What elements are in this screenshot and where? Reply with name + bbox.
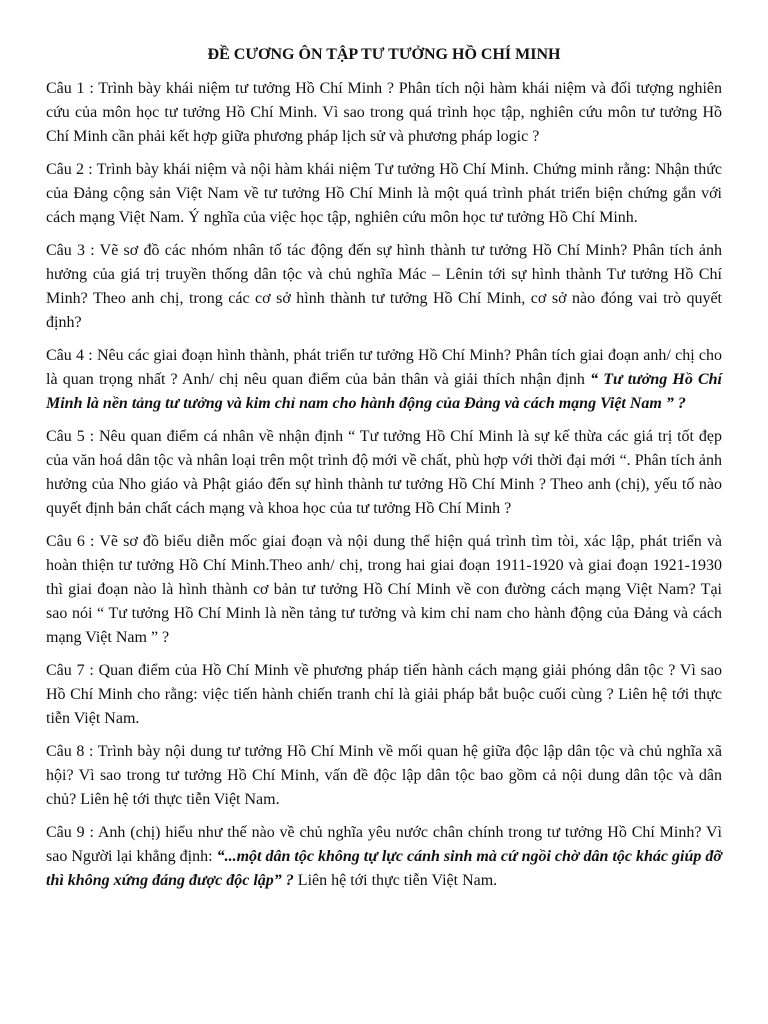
question-text: Câu 1 : Trình bày khái niệm tư tưởng Hồ Chí Minh ? Phân tích nội hàm khái niệm và đối tượng nghiên cứu của môn học tư tưởng Hồ Chí Minh. Vì sao trong quá trình học tập, nghiên cứu môn tư tưởng Hồ Chí Minh cần phải kết hợp giữa phương pháp lịch sử và phương pháp logic ?: [46, 80, 722, 145]
document-page: [46, 45, 722, 902]
question-9: [46, 821, 722, 893]
question-8: [46, 740, 722, 812]
question-text: Câu 9 : Anh (chị) hiểu như thế nào về chủ nghĩa yêu nước chân chính trong tư tưởng Hồ Chí Minh? Vì sao Người lại khẳng định:: [46, 824, 722, 865]
question-5: [46, 425, 722, 521]
question-text: Câu 8 : Trình bày nội dung tư tưởng Hồ Chí Minh về mối quan hệ giữa độc lập dân tộc và chủ nghĩa xã hội? Vì sao trong tư tưởng Hồ Chí Minh, vấn đề độc lập dân tộc bao gồm cả nội dung dân tộc và dân chủ? Liên hệ tới thực tiễn Việt Nam.: [46, 743, 722, 808]
question-text-after: Liên hệ tới thực tiễn Việt Nam.: [293, 872, 498, 889]
question-quote: “ Tư tưởng Hồ Chí Minh là nền tảng tư tưởng và kim chỉ nam cho hành động của Đảng và cách mạng Việt Nam ” ?: [46, 371, 722, 412]
question-text: Câu 5 : Nêu quan điểm cá nhân về nhận định “ Tư tưởng Hồ Chí Minh là sự kế thừa các giá trị tốt đẹp của văn hoá dân tộc và nhân loại trên một trình độ mới về chất, phù hợp với thời đại mới “. Phân tích ảnh hưởng của Nho giáo và Phật giáo đến sự hình thành tư tưởng Hồ Chí Minh ? Theo anh (chị), yếu tố nào quyết định bản chất cách mạng và khoa học của tư tưởng Hồ Chí Minh ?: [46, 428, 722, 517]
question-text: Câu 6 : Vẽ sơ đồ biểu diễn mốc giai đoạn và nội dung thể hiện quá trình tìm tòi, xác lập, phát triển và hoàn thiện tư tưởng Hồ Chí Minh.Theo anh/ chị, trong hai giai đoạn 1911-1920 và giai đoạn 1921-1930 thì giai đoạn nào là hình thành cơ bản tư tưởng Hồ Chí Minh về con đường cách mạng Việt Nam? Tại sao nói “ Tư tưởng Hồ Chí Minh là nền tảng tư tưởng và kim chỉ nam cho hành động của Đảng và cách mạng Việt Nam ” ?: [46, 533, 722, 646]
question-text: Câu 7 : Quan điểm của Hồ Chí Minh về phương pháp tiến hành cách mạng giải phóng dân tộc ? Vì sao Hồ Chí Minh cho rằng: việc tiến hành chiến tranh chỉ là giải pháp bắt buộc cuối cùng ? Liên hệ tới thực tiễn Việt Nam.: [46, 662, 722, 727]
question-text: Câu 4 : Nêu các giai đoạn hình thành, phát triển tư tưởng Hồ Chí Minh? Phân tích giai đoạn anh/ chị cho là quan trọng nhất ? Anh/ chị nêu quan điểm của bản thân và giải thích nhận định: [46, 347, 722, 388]
question-text: Câu 2 : Trình bày khái niệm và nội hàm khái niệm Tư tưởng Hồ Chí Minh. Chứng minh rằng: Nhận thức của Đảng cộng sản Việt Nam về tư tưởng Hồ Chí Minh là một quá trình phát triển biện chứng gắn với cách mạng Việt Nam. Ý nghĩa của việc học tập, nghiên cứu môn học tư tưởng Hồ Chí Minh.: [46, 161, 722, 226]
document-title: ĐỀ CƯƠNG ÔN TẬP TƯ TƯỞNG HỒ CHÍ MINH: [207, 46, 561, 63]
question-6: [46, 530, 722, 650]
question-2: [46, 158, 722, 230]
question-7: [46, 659, 722, 731]
question-1: [46, 77, 722, 149]
question-quote: “...một dân tộc không tự lực cánh sinh mà cứ ngồi chờ dân tộc khác giúp đỡ thì không xứng đáng được độc lập” ?: [46, 848, 722, 889]
question-text: Câu 3 : Vẽ sơ đồ các nhóm nhân tố tác động đến sự hình thành tư tưởng Hồ Chí Minh? Phân tích ảnh hưởng của giá trị truyền thống dân tộc và chủ nghĩa Mác – Lênin tới sự hình thành Tư tưởng Hồ Chí Minh? Theo anh chị, trong các cơ sở hình thành tư tưởng Hồ Chí Minh, cơ sở nào đóng vai trò quyết định?: [46, 242, 722, 331]
question-3: [46, 239, 722, 335]
question-4: [46, 344, 722, 416]
